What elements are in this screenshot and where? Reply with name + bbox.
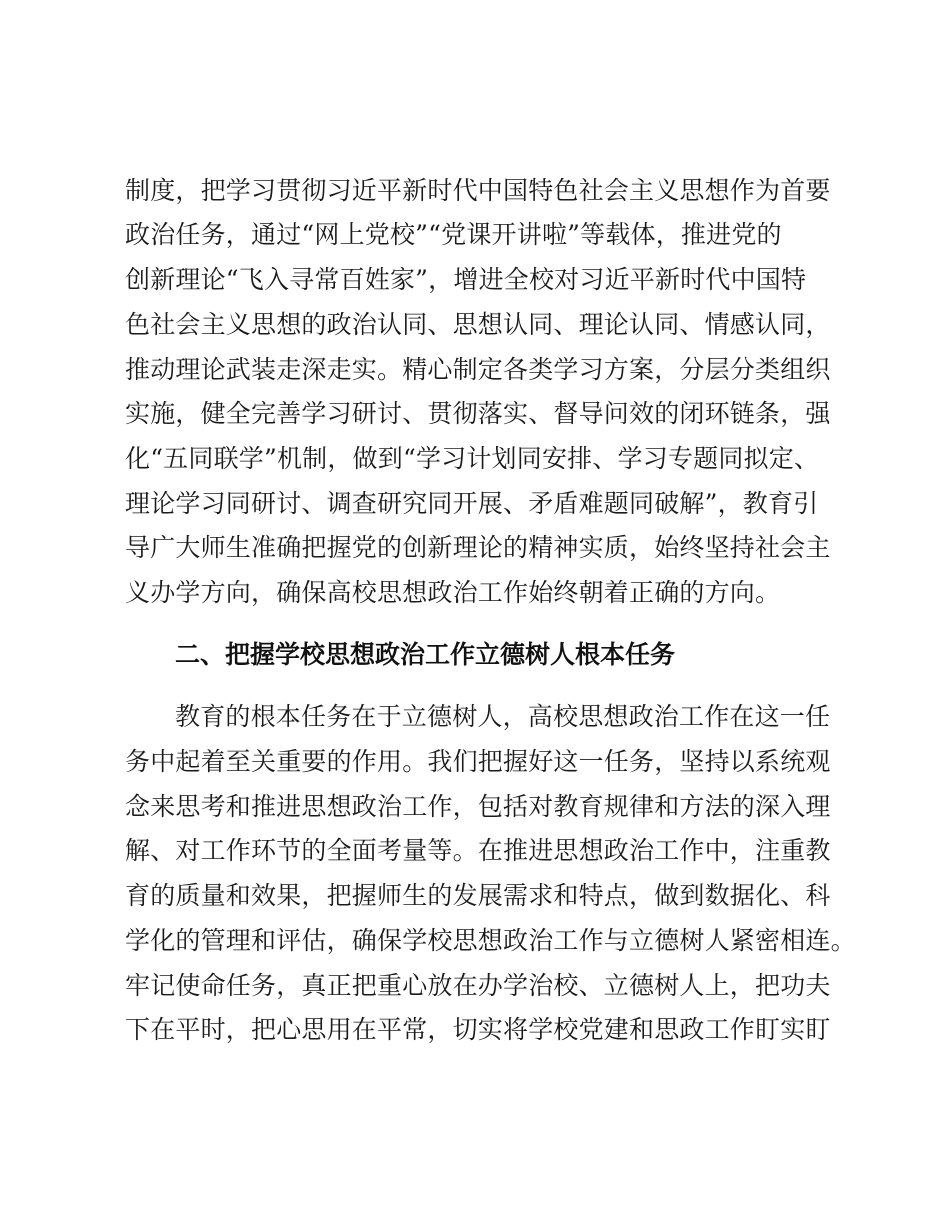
paragraph-1-line-7: 化“五同联学”机制，做到“学习计划同安排、学习专题同拟定、 [125, 444, 820, 473]
paragraph-2-line-8: 下在平时，把心思用在平常，切实将学校党建和思政工作盯实盯 [125, 1015, 831, 1044]
paragraph-1-line-4: 色社会主义思想的政治认同、思想认同、理论认同、情感认同， [125, 310, 831, 339]
paragraph-1-line-6: 实施，健全完善学习研讨、贯彻落实、督导问效的闭环链条，强 [125, 399, 831, 428]
paragraph-2-line-5: 育的质量和效果，把握师生的发展需求和特点，做到数据化、科 [125, 881, 831, 910]
paragraph-1-line-2: 政治任务，通过“网上党校”“党课开讲啦”等载体，推进党的 [125, 220, 782, 249]
paragraph-1-line-10: 义办学方向，确保高校思想政治工作始终朝着正确的方向。 [125, 578, 781, 607]
paragraph-2-line-1: 教育的根本任务在于立德树人，高校思想政治工作在这一任 [175, 702, 831, 731]
section-heading: 二、把握学校思想政治工作立德树人根本任务 [175, 640, 676, 669]
paragraph-1-line-5: 推动理论武装走深走实。精心制定各类学习方案，分层分类组织 [125, 355, 831, 384]
paragraph-1-line-8: 理论学习同研讨、调查研究同开展、矛盾难题同破解”，教育引 [125, 489, 819, 518]
paragraph-1-line-9: 导广大师生准确把握党的创新理论的精神实质，始终坚持社会主 [125, 533, 831, 562]
paragraph-2-line-3: 念来思考和推进思想政治工作，包括对教育规律和方法的深入理 [125, 792, 831, 821]
paragraph-2-line-7: 牢记使命任务，真正把重心放在办学治校、立德树人上，把功夫 [125, 971, 831, 1000]
paragraph-1-line-3: 创新理论“飞入寻常百姓家”，增进全校对习近平新时代中国特 [125, 265, 807, 294]
paragraph-1-line-1: 制度，把学习贯彻习近平新时代中国特色社会主义思想作为首要 [125, 176, 831, 205]
paragraph-2-line-6: 学化的管理和评估，确保学校思想政治工作与立德树人紧密相连。 [125, 926, 856, 955]
paragraph-2-line-2: 务中起着至关重要的作用。我们把握好这一任务，坚持以系统观 [125, 747, 831, 776]
paragraph-2-line-4: 解、对工作环节的全面考量等。在推进思想政治工作中，注重教 [125, 836, 831, 865]
